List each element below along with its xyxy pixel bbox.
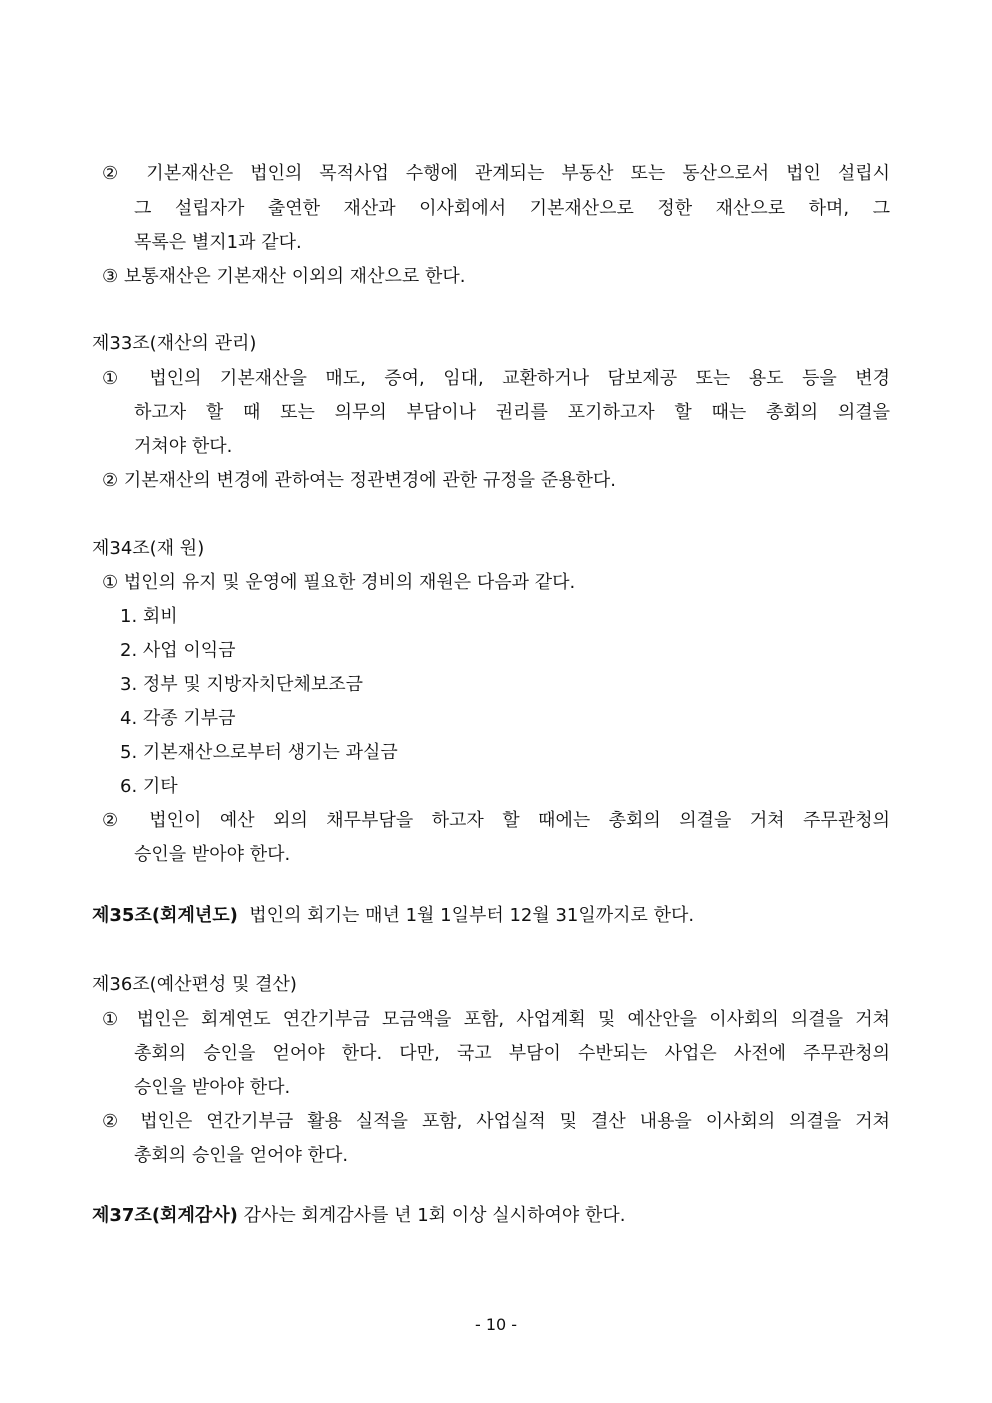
article36-item2-line2: 총회의 승인을 얻어야 한다. [134,1145,349,1166]
article33-heading: 제33조(재산의 관리) [92,333,257,354]
article33-item1-line3: 거쳐야 한다. [134,436,233,457]
article33-item1-line2: 하고자 할 때 또는 의무의 부담이나 권리를 포기하고자 할 때는 총회의 의결을 [134,402,890,423]
article37-title: 제37조(회계감사) [92,1205,238,1226]
page-number: - 10 - [474,1315,518,1334]
article34-item1: ① 법인의 유지 및 운영에 필요한 경비의 재원은 다음과 같다. [102,572,576,593]
article34-item2-line2: 승인을 받아야 한다. [134,844,291,865]
article37-text: 감사는 회계감사를 년 1회 이상 실시하여야 한다. [243,1205,626,1226]
article34-item2-line1: ② 법인이 예산 외의 채무부담을 하고자 할 때에는 총회의 의결을 거쳐 주무관청의 [102,810,890,831]
article36-item1-line2: 총회의 승인을 얻어야 한다. 다만, 국고 부담이 수반되는 사업은 사전에 주무관청의 [134,1043,890,1064]
article34-heading: 제34조(재 원) [92,538,205,559]
article32-item2-line2: 그 설립자가 출연한 재산과 이사회에서 기본재산으로 정한 재산으로 하며, 그 [134,198,890,219]
article32-item3: ③ 보통재산은 기본재산 이외의 재산으로 한다. [102,266,466,287]
article34-list-item: 3. 정부 및 지방자치단체보조금 [120,674,363,695]
article36-item1-line1: ① 법인은 회계연도 연간기부금 모금액을 포함, 사업계획 및 예산안을 이사회의 의결을 거쳐 [102,1009,890,1030]
article34-list-item: 2. 사업 이익금 [120,640,236,661]
article36-item2-line1: ② 법인은 연간기부금 활용 실적을 포함, 사업실적 및 결산 내용을 이사회의 의결을 거쳐 [102,1111,890,1132]
article35-title: 제35조(회계년도) [92,905,238,926]
article34-list-item: 5. 기본재산으로부터 생기는 과실금 [120,742,398,763]
article32-item2-line1: ② 기본재산은 법인의 목적사업 수행에 관계되는 부동산 또는 동산으로서 법인 설립시 [102,163,890,184]
article34-list-item: 4. 각종 기부금 [120,708,236,729]
article33-item2: ② 기본재산의 변경에 관하여는 정관변경에 관한 규정을 준용한다. [102,470,616,491]
article36-heading: 제36조(예산편성 및 결산) [92,974,297,995]
article32-item2-line3: 목록은 별지1과 같다. [134,232,302,253]
article36-item1-line3: 승인을 받아야 한다. [134,1077,291,1098]
article35-paragraph [92,904,694,928]
article34-list-item: 6. 기타 [120,776,178,797]
article33-item1-line1: ① 법인의 기본재산을 매도, 증여, 임대, 교환하거나 담보제공 또는 용도 등을 변경 [102,368,890,389]
article37-paragraph [92,1204,625,1228]
article34-list-item: 1. 회비 [120,606,178,627]
article35-text: 법인의 회기는 매년 1월 1일부터 12월 31일까지로 한다. [249,905,695,926]
